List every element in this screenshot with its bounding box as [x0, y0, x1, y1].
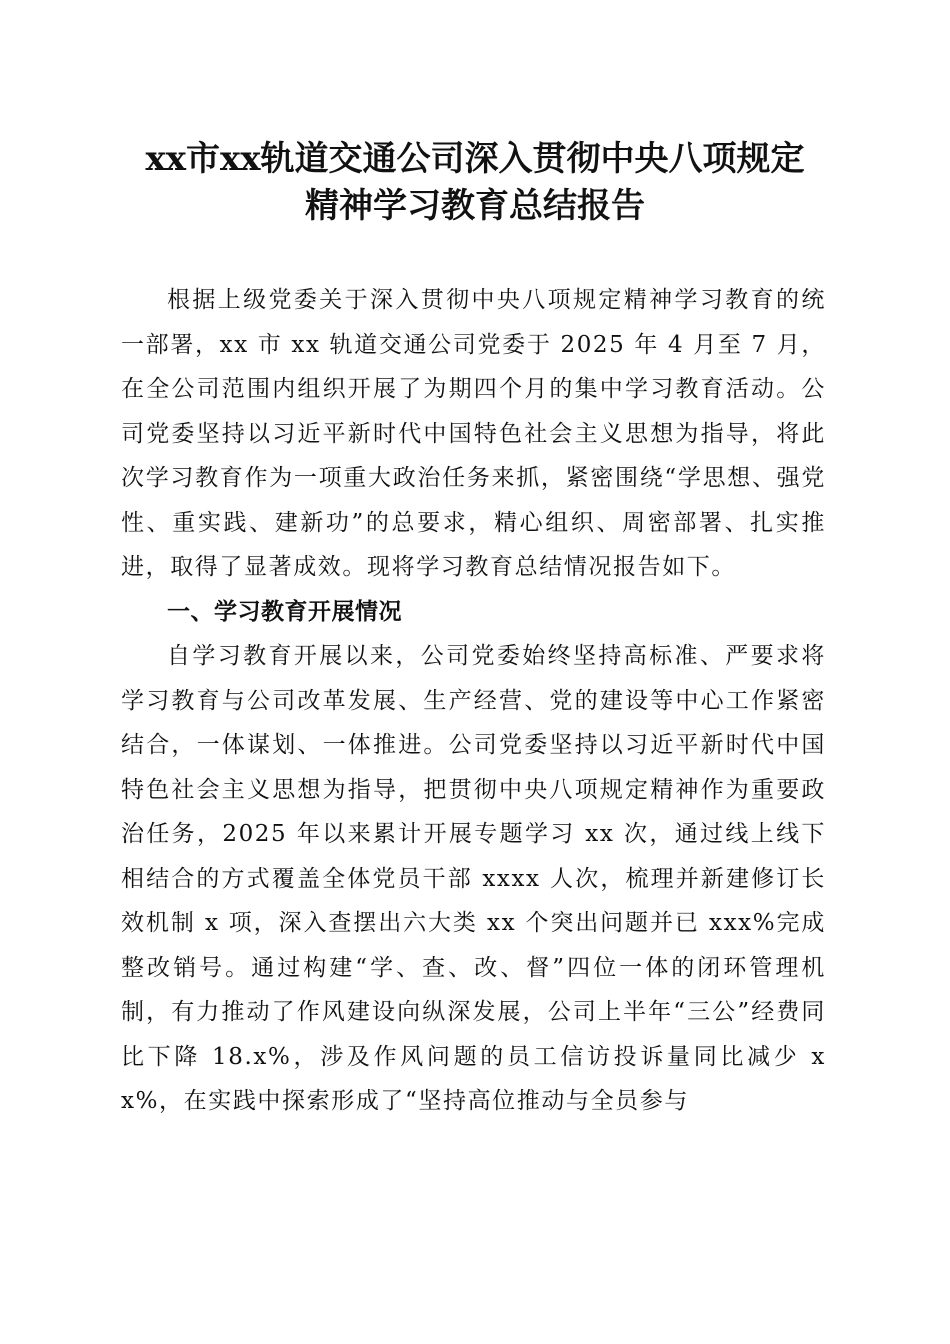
document-body [121, 278, 826, 1124]
title-line-2: 精神学习教育总结报告 [305, 186, 645, 226]
document-title [80, 136, 870, 230]
intro-paragraph: 根据上级党委关于深入贯彻中央八项规定精神学习教育的统一部署，xx 市 xx 轨道交通公司党委于 2025 年 4 月至 7 月，在全公司范围内组织开展了为期四个月的集中学习教育活动。公司党委坚持以习近平新时代中国特色社会主义思想为指导，将此次学习教育作为一项重大政治任务来抓，紧密围绕“学思想、强党性、重实践、建新功”的总要求，精心组织、周密部署、扎实推进，取得了显著成效。现将学习教育总结情况报告如下。 [121, 287, 826, 580]
title-line-1: xx市xx轨道交通公司深入贯彻中央八项规定 [145, 139, 805, 179]
section-heading-1: 一、学习教育开展情况 [167, 598, 402, 625]
section-1-paragraph: 自学习教育开展以来，公司党委始终坚持高标准、严要求将学习教育与公司改革发展、生产经营、党的建设等中心工作紧密结合，一体谋划、一体推进。公司党委坚持以习近平新时代中国特色社会主义思想为指导，把贯彻中央八项规定精神作为重要政治任务，2025 年以来累计开展专题学习 xx 次，通过线上线下相结合的方式覆盖全体党员干部 xxxx 人次，梳理并新建修订长效机制 x 项，深入查摆出六大类 xx 个突出问题并已 xxx%完成整改销号。通过构建“学、查、改、督”四位一体的闭环管理机制，有力推动了作风建设向纵深发展，公司上半年“三公”经费同比下降 18.x%，涉及作风问题的员工信访投诉量同比减少 xx%，在实践中探索形成了“坚持高位推动与全员参与 [121, 643, 826, 1114]
